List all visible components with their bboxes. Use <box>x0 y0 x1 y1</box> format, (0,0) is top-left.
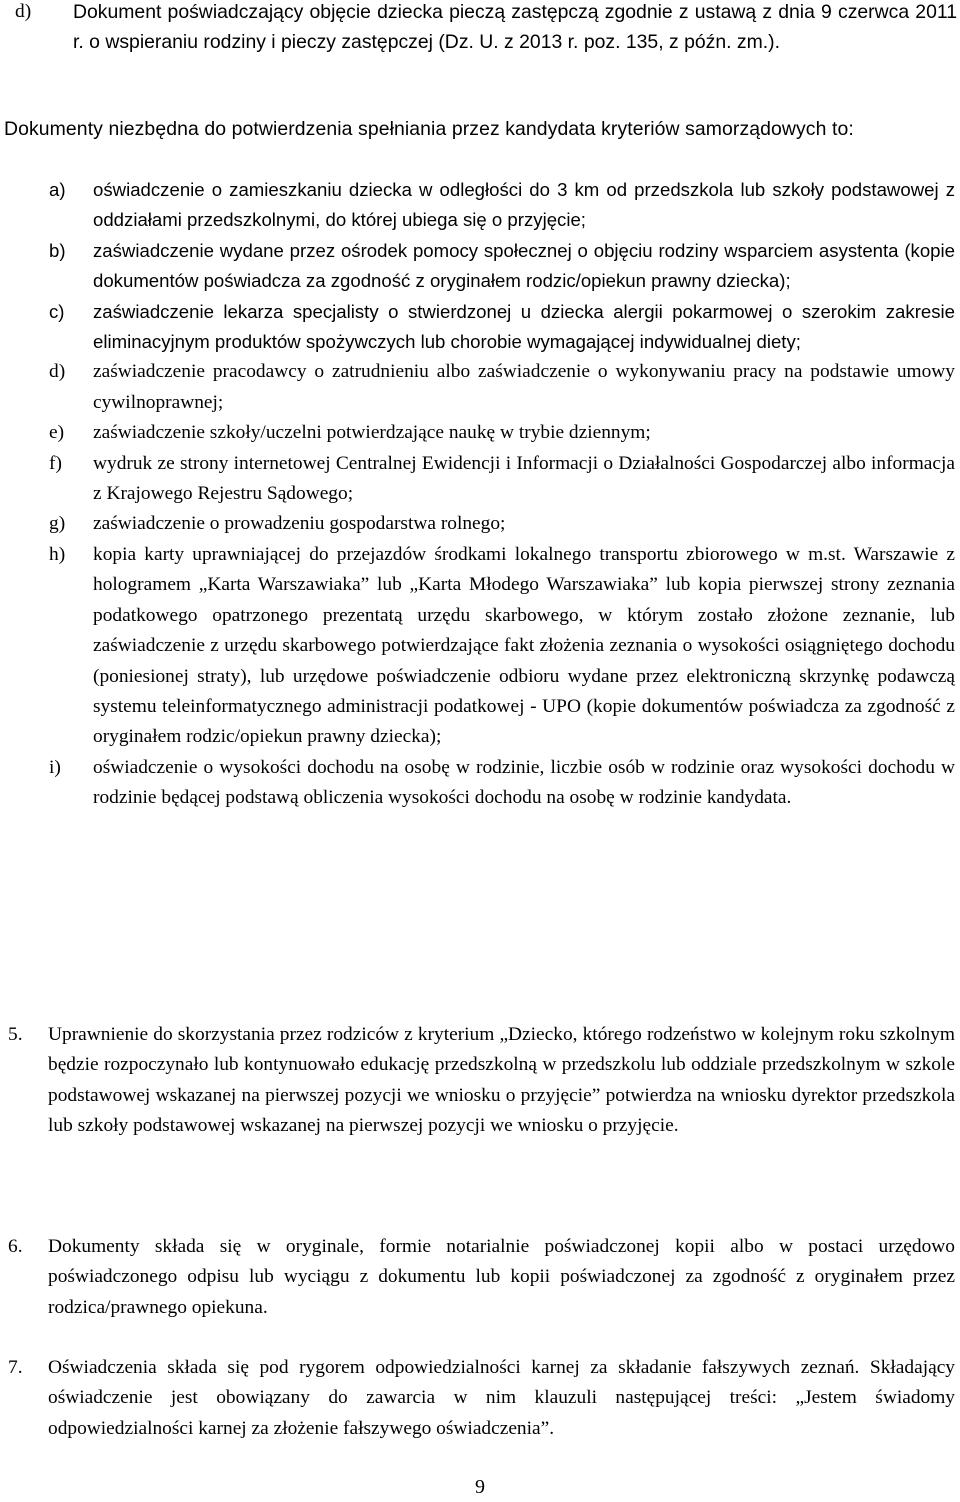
list-item-label: i) <box>49 756 61 778</box>
list-item <box>0 236 960 297</box>
list-item-label: b) <box>49 239 66 261</box>
list-item-text: oświadczenie o zamieszkaniu dziecka w odległości do 3 km od przedszkola lub szkoły podstawowej z oddziałami przedszkolnymi, do której ubiega się o przyjęcie; <box>93 179 955 231</box>
list-item-text: kopia karty uprawniającej do przejazdów środkami lokalnego transportu zbiorowego w m.st. Warszawie z hologramem „Karta Warszawiaka” lub „Karta Młodego Warszawiaka” lub kopia pierwszej strony zeznania podatkowego opatrzonego prezentatą urzędu skarbowego, w którym zostało złożone zeznanie, lub zaświadczenie z urzędu skarbowego potwierdzające fakt złożenia zeznania o wysokości osiągniętego dochodu (poniesionej straty), lub urzędowe poświadczenie odbioru wydane przez elektroniczną skrzynkę podawczą systemu teleinformatycznego administracji podatkowej - UPO (kopie dokumentów poświadcza za zgodność z oryginałem rodzic/opiekun prawny dziecka); <box>93 543 955 748</box>
criteria-intro-paragraph: Dokumenty niezbędna do potwierdzenia spełniania przez kandydata kryteriów samorządowych to: <box>4 118 854 140</box>
page-number: 9 <box>475 1476 485 1498</box>
documents-list <box>0 175 960 814</box>
list-item-label: f) <box>49 452 62 474</box>
list-item-text: wydruk ze strony internetowej Centralnej Ewidencji i Informacji o Działalności Gospodarczej albo informacja z Krajowego Rejestru Sądowego; <box>93 452 955 505</box>
list-item-label: a) <box>49 179 66 200</box>
list-item-text: oświadczenie o wysokości dochodu na osobę w rodzinie, liczbie osób w rodzinie oraz wysokości dochodu w rodzinie będącej podstawą obliczenia wysokości dochodu na osobę w rodzinie kandydata. <box>93 756 955 809</box>
section-text: Uprawnienie do skorzystania przez rodziców z kryterium „Dziecko, którego rodzeństwo w kolejnym roku szkolnym będzie rozpoczynało lub kontynuowało edukację przedszkolną w przedszkolu lub oddziale przedszkolnym w szkole podstawowej wskazanej na pierwszej pozycji we wniosku o przyjęcie” potwierdza na wniosku dyrektor przedszkola lub szkoły podstawowej wskazanej na pierwszej pozycji we wniosku o przyjęcie. <box>48 1024 955 1137</box>
list-item-text: zaświadczenie pracodawcy o zatrudnieniu albo zaświadczenie o wykonywaniu pracy na podstawie umowy cywilnoprawnej; <box>93 361 955 413</box>
section-number: 7. <box>8 1357 23 1378</box>
list-item <box>0 540 960 753</box>
list-item <box>0 418 960 448</box>
section-text: Dokumenty składa się w oryginale, formie notarialnie poświadczonej kopii albo w postaci urzędowo poświadczonego odpisu lub wyciągu z dokumentu lub kopii poświadczonej za zgodność z oryginałem przez rodzica/prawnego opiekuna. <box>48 1236 955 1318</box>
section-5 <box>0 1020 960 1142</box>
list-item-label: d) <box>49 361 66 383</box>
list-item <box>0 449 960 510</box>
list-item-text: Dokument poświadczający objęcie dziecka pieczą zastępczą zgodnie z ustawą z dnia 9 czerwca 2011 r. o wspieraniu rodziny i pieczy zastępczej (Dz. U. z 2013 r. poz. 135, z późn. zm.). <box>73 1 957 54</box>
section-text: Oświadczenia składa się pod rygorem odpowiedzialności karnej za składanie fałszywych zeznań. Składający oświadczenie jest obowiązany do zawarcia w nim klauzuli następującej treści: „Jestem świadomy odpowiedzialności karnej za złożenie fałszywego oświadczenia”. <box>48 1357 955 1439</box>
list-item <box>0 509 960 539</box>
list-item-text: zaświadczenie lekarza specjalisty o stwierdzonej u dziecka alergii pokarmowej o szerokim zakresie eliminacyjnym produktów spożywczych lub chorobie wymagającej indywidualnej diety; <box>93 300 955 353</box>
list-item-text: zaświadczenie wydane przez ośrodek pomocy społecznej o objęciu rodziny wsparciem asystenta (kopie dokumentów poświadcza za zgodność z oryginałem rodzic/opiekun prawny dziecka); <box>93 239 955 292</box>
list-item-text: zaświadczenie szkoły/uczelni potwierdzające naukę w trybie dziennym; <box>93 422 651 444</box>
list-item <box>0 175 960 236</box>
section-number: 5. <box>8 1024 23 1045</box>
list-item <box>0 297 960 358</box>
list-item-label: g) <box>49 513 66 535</box>
list-item-label: h) <box>49 543 66 565</box>
section-6 <box>0 1232 960 1323</box>
list-item <box>0 753 960 814</box>
list-item-text: zaświadczenie o prowadzeniu gospodarstwa rolnego; <box>93 513 506 535</box>
section-7 <box>0 1353 960 1444</box>
section-number: 6. <box>8 1236 23 1257</box>
list-item-label: c) <box>49 300 65 322</box>
list-item-label: e) <box>49 422 65 444</box>
list-item-label: d) <box>15 1 32 22</box>
list-item <box>0 357 960 418</box>
